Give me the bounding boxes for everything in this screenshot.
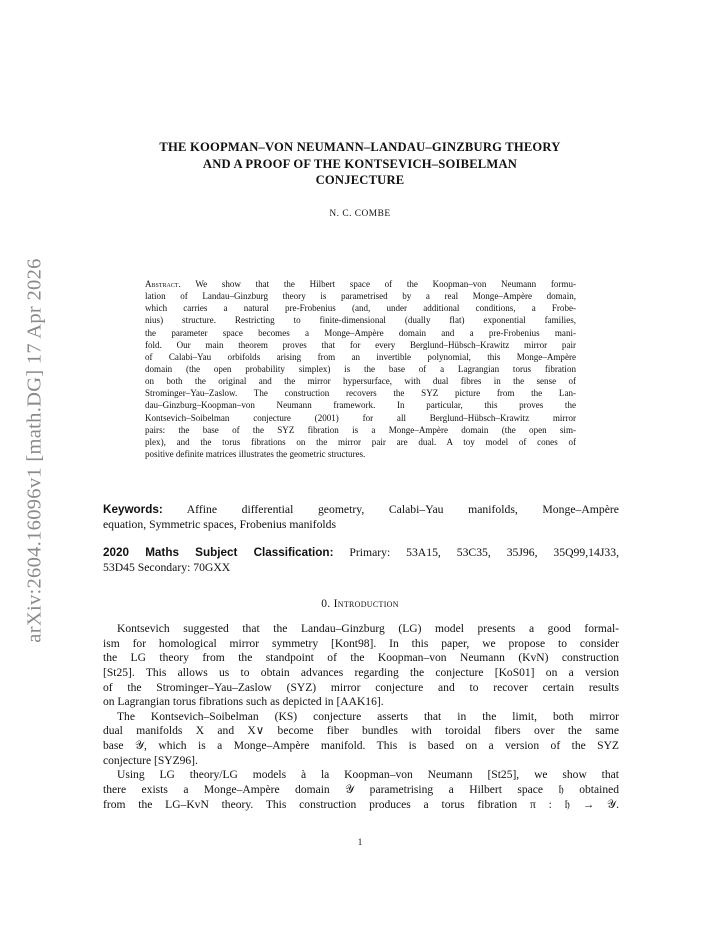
msc-line (103, 546, 619, 561)
abstract-text: We show that the Hilbert space of the Koopman–von Neumann formu- (195, 279, 576, 289)
body-line: [St25]. This allows us to obtain advances regarding the conjecture [KoS01] on a version (103, 666, 619, 679)
body-line: base 𝒴, which is a Monge–Ampère manifold. This is based on a version of the SYZ (103, 740, 619, 753)
title-line: AND A PROOF OF THE KONTSEVICH–SOIBELMAN (202, 156, 518, 171)
abstract-line: positive definite matrices illustrates the geometric structures. (145, 448, 366, 459)
body-line: from the LG–KvN theory. This construction produces a torus fibration π : 𝔥 → 𝒴. (103, 798, 619, 811)
section-title-text: Introduction (333, 598, 399, 610)
body-line: conjecture [SYZ96]. (103, 754, 198, 767)
keywords (103, 503, 619, 532)
section-number: 0. (321, 598, 331, 610)
abstract-line: on both the original and the mirror hypersurface, with dual fibres in the sense of (145, 376, 576, 387)
abstract-line: pairs: the base of the SYZ fibration is a Monge–Ampère domain (the open sim- (145, 424, 576, 435)
body-line: Kontsevich suggested that the Landau–Ginzburg (LG) model presents a good formal- (117, 623, 619, 635)
page-number: 1 (357, 837, 363, 847)
keywords-line: equation, Symmetric spaces, Frobenius manifolds (103, 517, 337, 531)
body-line: ism for homological mirror symmetry [Kont98]. In this paper, we propose to consider (103, 637, 619, 650)
title-line: THE KOOPMAN–VON NEUMANN–LANDAU–GINZBURG THEORY (159, 140, 561, 154)
body-line: The Kontsevich–Soibelman (KS) conjecture asserts that in the limit, both mirror (117, 710, 619, 723)
arxiv-identifier-stamp[interactable] (20, 215, 50, 685)
abstract-line: of Calabi–Yau orbifolds arising from an invertible polynomial, this Monge–Ampère (145, 351, 576, 362)
body-line: Using LG theory/LG models à la Koopman–von Neumann [St25], we show that (117, 769, 619, 782)
introduction-body (103, 622, 619, 812)
abstract-line: Kontsevich–Soibelman conjecture (2001) for all Berglund–Hübsch–Krawitz mirror (145, 412, 576, 423)
msc-label: 2020 Maths Subject Classification: (103, 546, 334, 559)
body-line: dual manifolds X and X∨ become fiber bundles with toroidal fibers over the same (103, 725, 619, 738)
body-line: of the Strominger–Yau–Zaslow (SYZ) mirror conjecture and to recover certain results (103, 681, 619, 694)
abstract-line: plex), and the torus fibrations on the mirror pair are dual. A toy model of cones of (145, 436, 576, 447)
abstract-line: domain (the open probability simplex) is the base of a Lagrangian torus fibration (145, 363, 576, 374)
msc-line: 53D45 Secondary: 70GXX (103, 560, 231, 574)
abstract-line (145, 278, 576, 290)
abstract-line: dau–Ginzburg–Koopman–von Neumann framework. In particular, this proves the (145, 400, 576, 411)
keywords-text: Affine differential geometry, Calabi–Yau manifolds, Monge–Ampère (186, 503, 619, 516)
subject-classification (103, 546, 619, 575)
abstract-line: the parameter space becomes a Monge–Ampère domain and a pre-Frobenius mani- (145, 327, 576, 338)
arxiv-identifier-text: arXiv:2604.16096v1 [math.DG] 17 Apr 2026 (23, 257, 46, 643)
abstract-label: Abstract. (145, 279, 181, 289)
keywords-label: Keywords: (103, 503, 163, 516)
abstract (145, 278, 576, 460)
keywords-line (103, 503, 619, 518)
abstract-line: fold. Our main theorem proves that for every Berglund–Hübsch–Krawitz mirror pair (145, 339, 576, 350)
abstract-line: lation of Landau–Ginzburg theory is parametrised by a real Monge–Ampère domain, (145, 291, 576, 302)
section-heading (0, 598, 720, 610)
abstract-line: Strominger–Yau–Zaslow. The construction recovers the SYZ picture from the Lan- (145, 388, 576, 399)
body-line: the LG theory from the standpoint of the Koopman–von Neumann (KvN) construction (103, 652, 619, 665)
paper-title (90, 139, 630, 189)
body-line: there exists a Monge–Ampère domain 𝒴 parametrising a Hilbert space 𝔥 obtained (103, 784, 619, 797)
body-line: on Lagrangian torus fibrations such as depicted in [AAK16]. (103, 696, 384, 709)
msc-text: Primary: 53A15, 53C35, 35J96, 35Q99,14J33, (349, 546, 619, 559)
author-name: N. C. COMBE (329, 209, 391, 219)
title-line: CONJECTURE (315, 173, 405, 187)
abstract-line: which carries a natural pre-Frobenius (and, under additional conditions, a Frobe- (145, 303, 576, 314)
abstract-line: nius) structure. Restricting to finite-dimensional (dually flat) exponential families, (145, 315, 576, 326)
